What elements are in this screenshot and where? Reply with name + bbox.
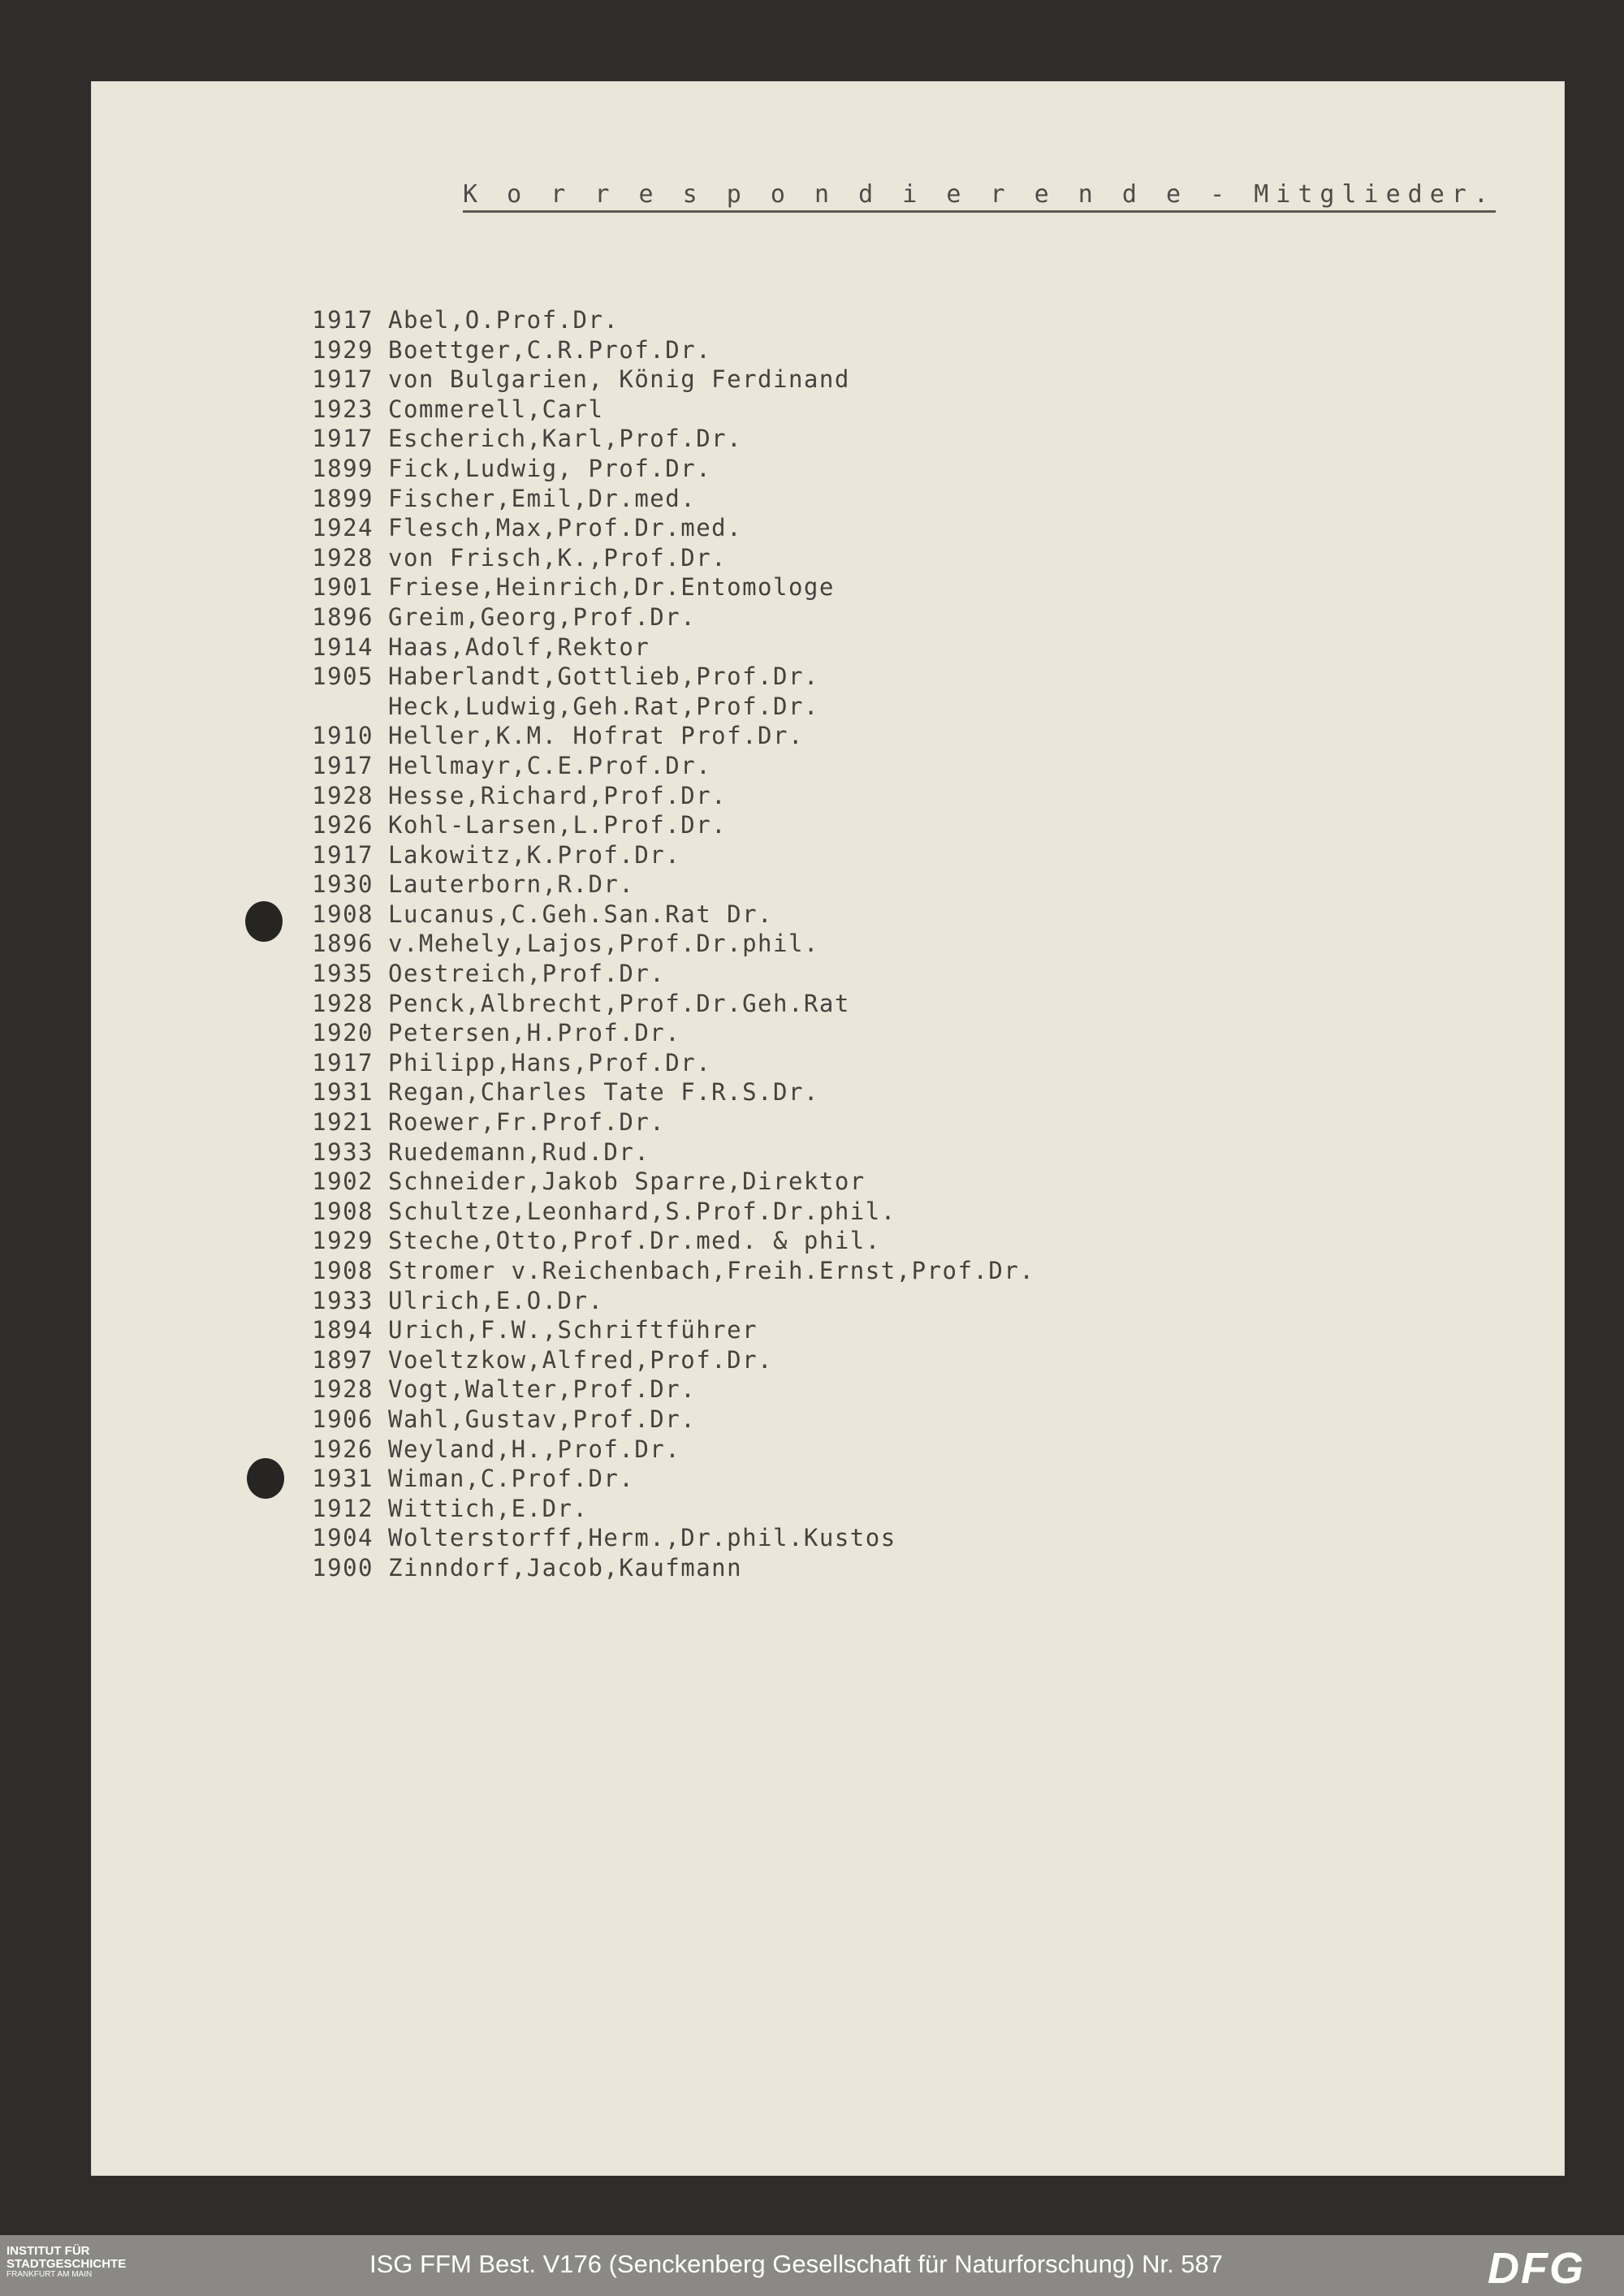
member-name: Hellmayr,C.E.Prof.Dr. bbox=[388, 751, 712, 779]
member-entry bbox=[284, 929, 1034, 959]
member-year: 1904 bbox=[312, 1524, 374, 1552]
member-year: 1933 bbox=[312, 1286, 374, 1314]
institute-logo-line: STADTGESCHICHTE bbox=[6, 2256, 127, 2271]
member-name: Regan,Charles Tate F.R.S.Dr. bbox=[388, 1078, 819, 1107]
member-name: Flesch,Max,Prof.Dr.med. bbox=[388, 514, 743, 542]
member-year: 1908 bbox=[312, 900, 374, 928]
member-name: Wittich,E.Dr. bbox=[388, 1494, 589, 1522]
member-entry bbox=[284, 513, 1034, 543]
member-year: 1923 bbox=[312, 395, 374, 423]
member-entry bbox=[284, 1137, 1034, 1167]
member-year: 1917 bbox=[312, 1048, 374, 1077]
member-name: Zinndorf,Jacob,Kaufmann bbox=[388, 1553, 743, 1582]
member-entry bbox=[284, 602, 1034, 632]
member-year: 1912 bbox=[312, 1494, 374, 1522]
member-year: 1901 bbox=[312, 573, 374, 602]
member-entry bbox=[284, 1375, 1034, 1405]
member-entry bbox=[284, 572, 1034, 602]
institute-logo-line: FRANKFURT AM MAIN bbox=[6, 2269, 93, 2279]
punch-hole bbox=[245, 901, 283, 942]
member-name: Philipp,Hans,Prof.Dr. bbox=[388, 1048, 712, 1077]
member-year: 1933 bbox=[312, 1137, 374, 1166]
member-entry bbox=[284, 959, 1034, 989]
member-entry bbox=[284, 305, 1034, 335]
member-year: 1908 bbox=[312, 1197, 374, 1225]
member-name: Petersen,H.Prof.Dr. bbox=[388, 1019, 681, 1047]
member-name: Boettger,C.R.Prof.Dr. bbox=[388, 335, 712, 364]
member-year: 1917 bbox=[312, 751, 374, 779]
member-year: 1931 bbox=[312, 1465, 374, 1493]
member-entry bbox=[284, 543, 1034, 573]
member-year: 1902 bbox=[312, 1167, 374, 1196]
member-year: 1928 bbox=[312, 1375, 374, 1404]
member-name: Wahl,Gustav,Prof.Dr. bbox=[388, 1405, 697, 1433]
institute-logo-line: INSTITUT FÜR bbox=[6, 2244, 90, 2258]
member-entry bbox=[284, 1197, 1034, 1227]
member-entry bbox=[284, 751, 1034, 781]
member-entry bbox=[284, 1464, 1034, 1494]
member-entry bbox=[284, 1523, 1034, 1553]
member-name: Heller,K.M. Hofrat Prof.Dr. bbox=[388, 722, 804, 750]
member-name: Greim,Georg,Prof.Dr. bbox=[388, 602, 697, 631]
member-year bbox=[284, 692, 374, 722]
member-name: Penck,Albrecht,Prof.Dr.Geh.Rat bbox=[388, 989, 850, 1017]
member-name: Wiman,C.Prof.Dr. bbox=[388, 1465, 635, 1493]
member-year: 1899 bbox=[312, 484, 374, 512]
member-entry bbox=[284, 1077, 1034, 1107]
member-year: 1900 bbox=[312, 1553, 374, 1582]
member-year: 1920 bbox=[312, 1019, 374, 1047]
member-name: Weyland,H.,Prof.Dr. bbox=[388, 1435, 681, 1463]
member-name: Hesse,Richard,Prof.Dr. bbox=[388, 781, 728, 809]
member-name: Lakowitz,K.Prof.Dr. bbox=[388, 840, 681, 869]
member-entry bbox=[284, 395, 1034, 425]
member-name: Abel,O.Prof.Dr. bbox=[388, 306, 620, 334]
member-year: 1935 bbox=[312, 960, 374, 988]
archive-footer bbox=[0, 2235, 1624, 2296]
member-year: 1899 bbox=[312, 454, 374, 482]
member-name: Haberlandt,Gottlieb,Prof.Dr. bbox=[388, 662, 819, 691]
member-year: 1906 bbox=[312, 1405, 374, 1433]
member-year: 1928 bbox=[312, 543, 374, 572]
member-entry bbox=[284, 1345, 1034, 1375]
member-name: Fick,Ludwig, Prof.Dr. bbox=[388, 454, 712, 482]
member-year: 1917 bbox=[312, 840, 374, 869]
member-year: 1928 bbox=[312, 989, 374, 1017]
member-name: Schneider,Jakob Sparre,Direktor bbox=[388, 1167, 866, 1196]
member-year: 1917 bbox=[312, 306, 374, 334]
member-year: 1930 bbox=[312, 870, 374, 899]
member-name: Ulrich,E.O.Dr. bbox=[388, 1286, 604, 1314]
member-entry bbox=[284, 1167, 1034, 1197]
member-name: Roewer,Fr.Prof.Dr. bbox=[388, 1108, 666, 1137]
member-entry bbox=[284, 989, 1034, 1019]
member-year: 1928 bbox=[312, 781, 374, 809]
member-name: Voeltzkow,Alfred,Prof.Dr. bbox=[388, 1345, 773, 1374]
member-entry bbox=[284, 692, 1034, 722]
member-entry bbox=[284, 424, 1034, 454]
member-name: Wolterstorff,Herm.,Dr.phil.Kustos bbox=[388, 1524, 896, 1552]
member-entry bbox=[284, 1494, 1034, 1524]
member-entry bbox=[284, 1286, 1034, 1316]
member-entry bbox=[284, 870, 1034, 900]
institute-logo bbox=[6, 2245, 177, 2279]
archive-caption: ISG FFM Best. V176 (Senckenberg Gesellschaft für Naturforschung) Nr. 587 bbox=[369, 2250, 1224, 2278]
member-year: 1921 bbox=[312, 1108, 374, 1137]
member-name: Steche,Otto,Prof.Dr.med. & phil. bbox=[388, 1227, 881, 1255]
member-entry bbox=[284, 1256, 1034, 1286]
member-entry bbox=[284, 810, 1034, 840]
member-entry bbox=[284, 484, 1034, 514]
member-name: Escherich,Karl,Prof.Dr. bbox=[388, 425, 743, 453]
member-year: 1896 bbox=[312, 602, 374, 631]
member-entry bbox=[284, 840, 1034, 870]
member-name: Oestreich,Prof.Dr. bbox=[388, 960, 666, 988]
member-year: 1924 bbox=[312, 514, 374, 542]
member-entry bbox=[284, 781, 1034, 811]
member-year: 1929 bbox=[312, 335, 374, 364]
member-year: 1917 bbox=[312, 425, 374, 453]
member-entry bbox=[284, 1553, 1034, 1583]
member-name: Lauterborn,R.Dr. bbox=[388, 870, 635, 899]
member-list bbox=[284, 305, 1034, 1583]
member-name: von Frisch,K.,Prof.Dr. bbox=[388, 543, 728, 572]
member-name: Stromer v.Reichenbach,Freih.Ernst,Prof.Dr. bbox=[388, 1257, 1035, 1284]
member-year: 1894 bbox=[312, 1316, 374, 1344]
member-entry bbox=[284, 900, 1034, 930]
member-entry bbox=[284, 662, 1034, 692]
member-name: Vogt,Walter,Prof.Dr. bbox=[388, 1375, 697, 1404]
member-entry bbox=[284, 1315, 1034, 1345]
member-entry bbox=[284, 365, 1034, 395]
member-name: Haas,Adolf,Rektor bbox=[388, 632, 650, 661]
member-entry bbox=[284, 1226, 1034, 1256]
member-year: 1926 bbox=[312, 1435, 374, 1463]
member-year: 1896 bbox=[312, 930, 374, 958]
member-name: Kohl-Larsen,L.Prof.Dr. bbox=[388, 811, 728, 839]
member-year: 1897 bbox=[312, 1345, 374, 1374]
member-name: Schultze,Leonhard,S.Prof.Dr.phil. bbox=[388, 1197, 896, 1225]
member-name: von Bulgarien, König Ferdinand bbox=[388, 365, 850, 394]
member-year: 1914 bbox=[312, 632, 374, 661]
member-year: 1905 bbox=[312, 662, 374, 691]
member-entry bbox=[284, 1435, 1034, 1465]
dfg-logo: DFG bbox=[1488, 2244, 1585, 2293]
member-year: 1931 bbox=[312, 1078, 374, 1107]
member-name: Ruedemann,Rud.Dr. bbox=[388, 1137, 650, 1166]
member-entry bbox=[284, 1405, 1034, 1435]
member-name: Friese,Heinrich,Dr.Entomologe bbox=[388, 573, 835, 602]
member-entry bbox=[284, 335, 1034, 365]
member-entry bbox=[284, 454, 1034, 484]
member-entry bbox=[284, 1048, 1034, 1078]
member-name: Lucanus,C.Geh.San.Rat Dr. bbox=[388, 900, 773, 928]
member-year: 1926 bbox=[312, 811, 374, 839]
member-name: Heck,Ludwig,Geh.Rat,Prof.Dr. bbox=[388, 692, 819, 720]
member-year: 1910 bbox=[312, 722, 374, 750]
member-name: Urich,F.W.,Schriftführer bbox=[388, 1316, 758, 1344]
member-entry bbox=[284, 1107, 1034, 1137]
member-name: Fischer,Emil,Dr.med. bbox=[388, 484, 697, 512]
member-name: Commerell,Carl bbox=[388, 395, 604, 423]
member-entry bbox=[284, 721, 1034, 751]
document-heading: K o r r e s p o n d i e r e n d e - Mitglieder. bbox=[463, 180, 1496, 213]
punch-hole bbox=[247, 1458, 284, 1499]
member-year: 1929 bbox=[312, 1227, 374, 1255]
member-entry bbox=[284, 1018, 1034, 1048]
member-entry bbox=[284, 632, 1034, 662]
member-name: v.Mehely,Lajos,Prof.Dr.phil. bbox=[388, 930, 819, 958]
member-year: 1908 bbox=[312, 1257, 374, 1284]
member-year: 1917 bbox=[312, 365, 374, 394]
